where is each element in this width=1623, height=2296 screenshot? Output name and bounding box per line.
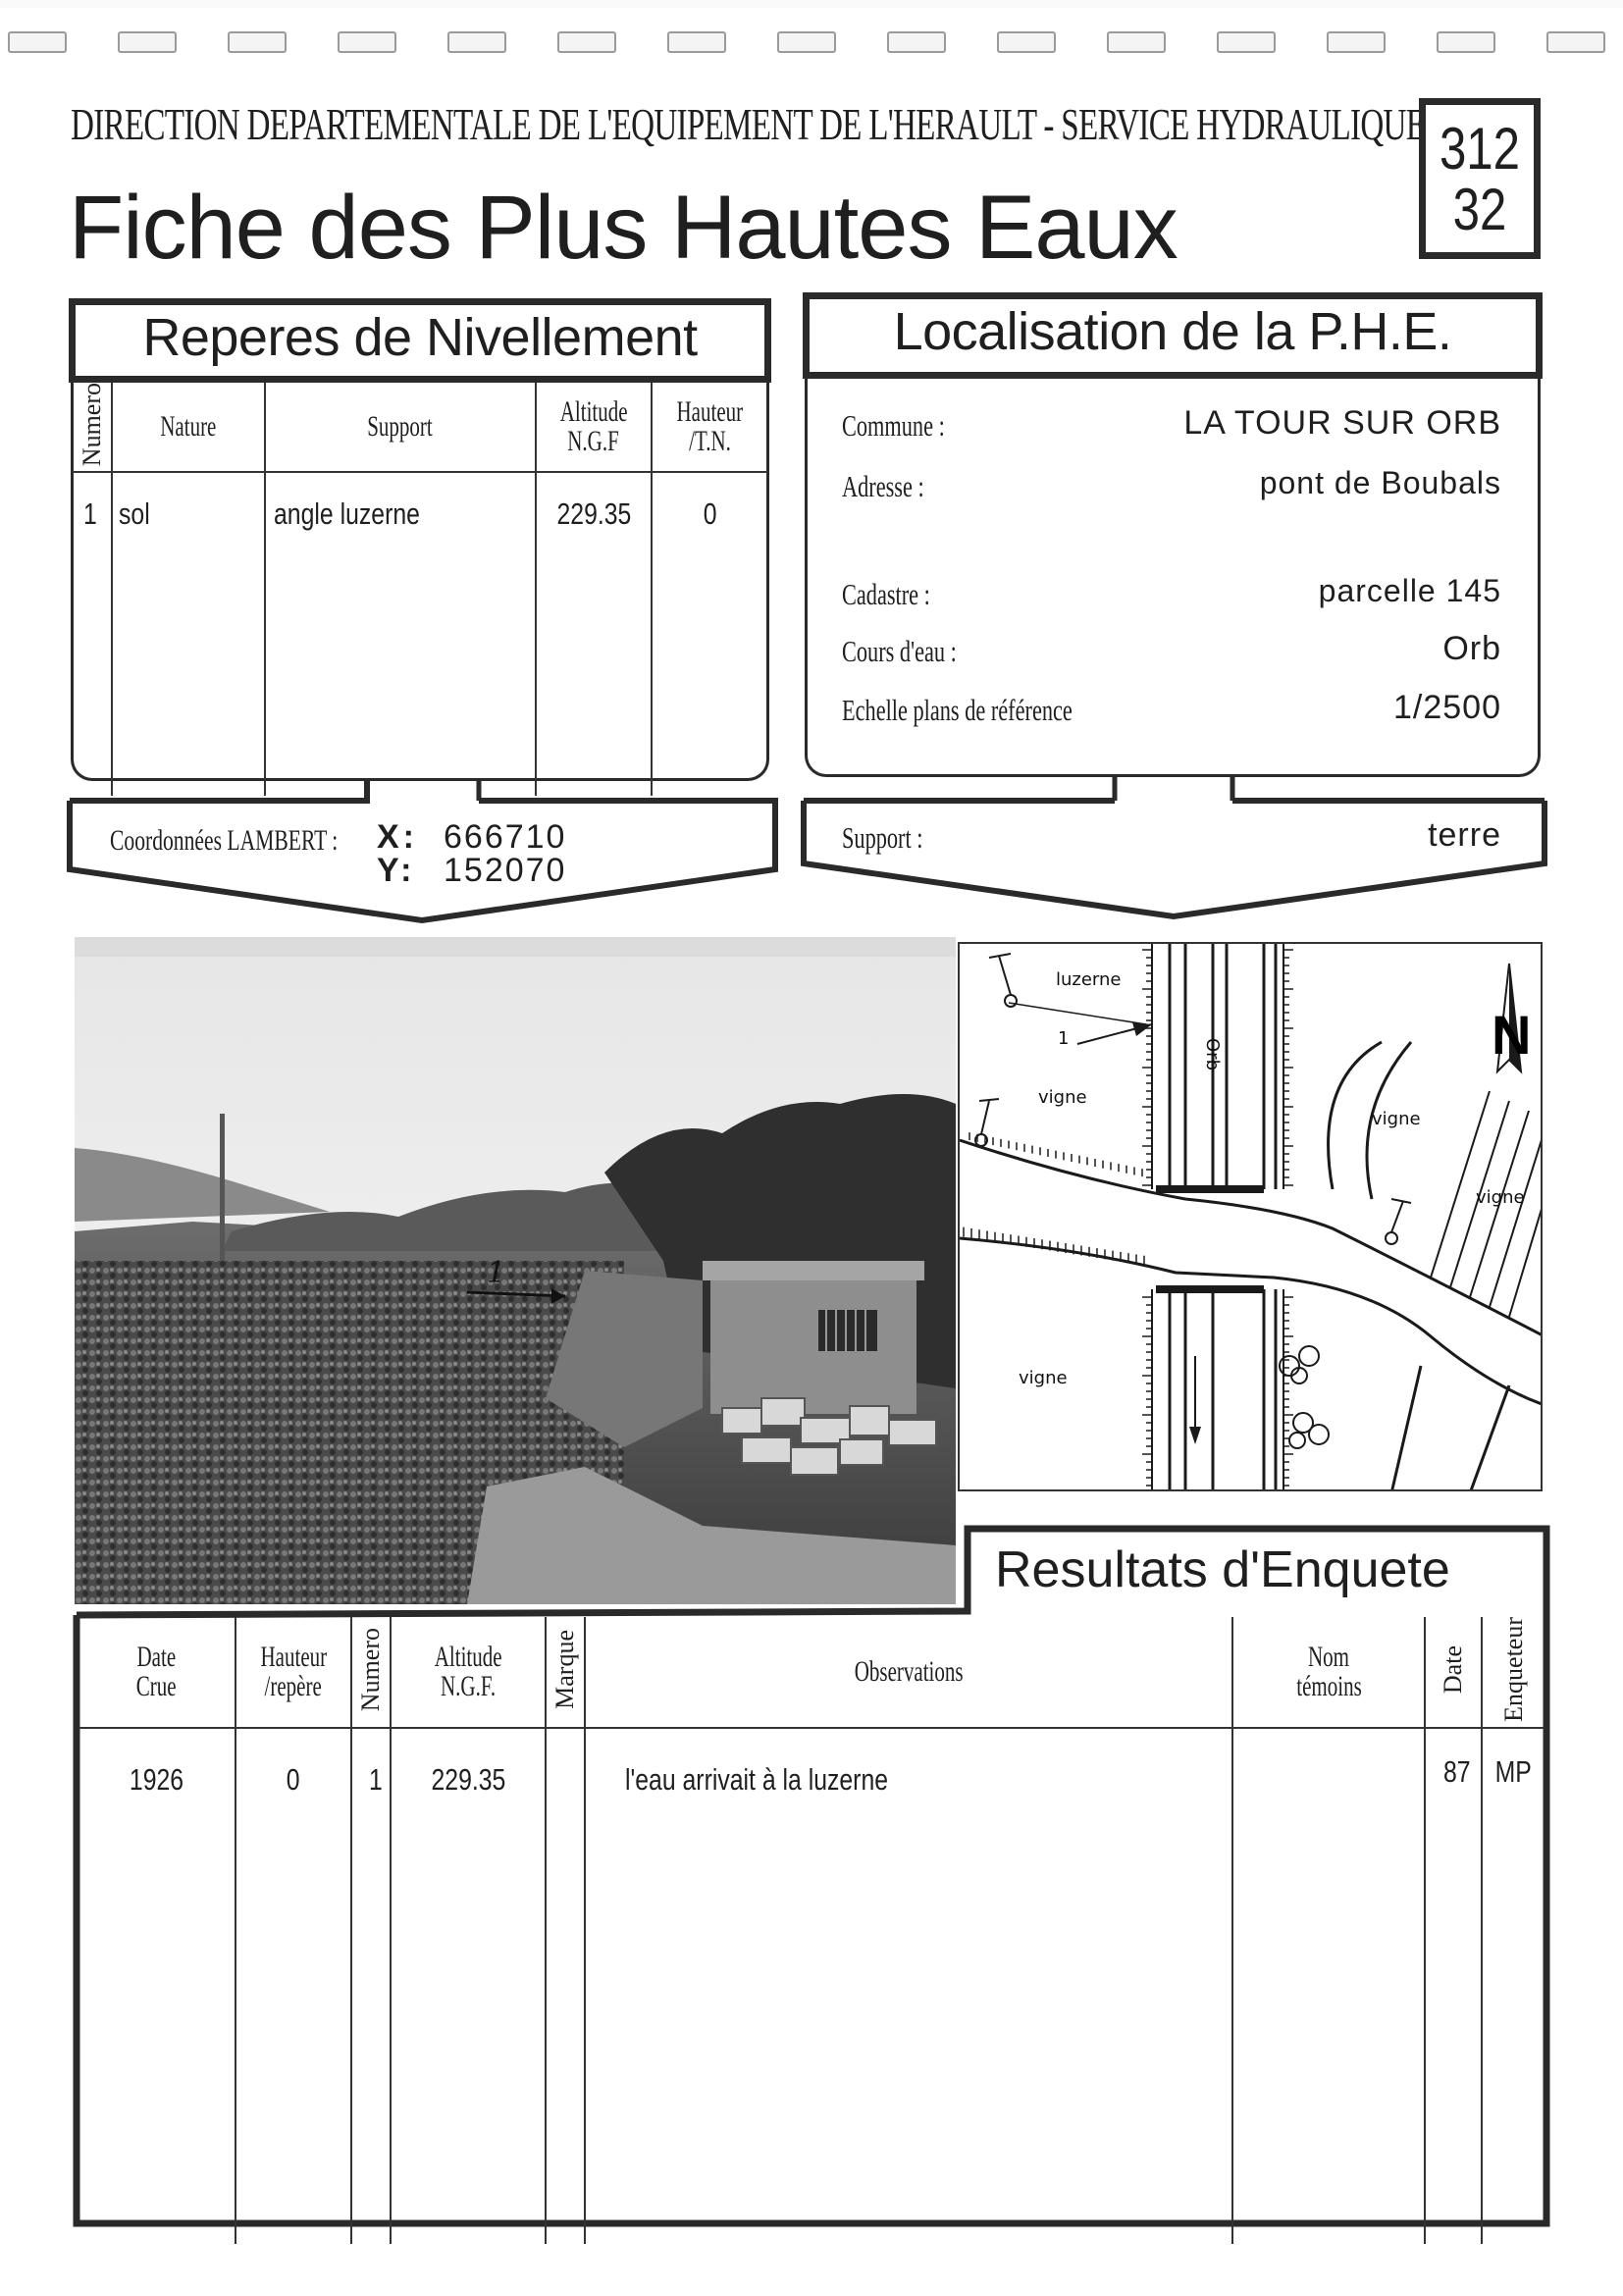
cours-eau-row — [842, 630, 1501, 677]
col-numero: Numero — [73, 383, 112, 472]
organization-header: DIRECTION DEPARTEMENTALE DE L'EQUIPEMENT DE L'HERAULT - SERVICE HYDRAULIQUE — [71, 99, 1426, 149]
col-hauteur-repere: Hauteur /repère — [236, 1617, 351, 1728]
col-observations: Observations — [585, 1617, 1232, 1728]
echelle-row — [842, 689, 1501, 736]
repere-hauteur: 0 — [703, 496, 717, 532]
result-altitude: 229.35 — [431, 1761, 505, 1797]
repere-altitude: 229.35 — [556, 496, 631, 532]
col-hauteur: Hauteur /T.N. — [652, 383, 767, 472]
plan-label-vigne-1: vigne — [1038, 1087, 1087, 1108]
cadastre-label: Cadastre : — [842, 577, 930, 611]
col-support: Support — [265, 383, 536, 472]
col-date-crue: Date Crue — [79, 1617, 236, 1728]
localisation-title: Localisation de la P.H.E. — [893, 302, 1452, 361]
plan-label-vigne-3: vigne — [1476, 1187, 1525, 1208]
code-top: 312 — [1439, 116, 1521, 182]
repere-support: angle luzerne — [274, 496, 420, 532]
echelle-value: 1/2500 — [1393, 689, 1501, 726]
plan-river-label: Orb — [1202, 1038, 1223, 1070]
reperes-title-box — [69, 298, 771, 383]
lambert-x-value: 666710 — [444, 818, 567, 856]
localisation-title-box — [803, 292, 1543, 379]
adresse-label: Adresse : — [842, 469, 924, 503]
lambert-y-value: 152070 — [444, 852, 567, 889]
col-altitude: Altitude N.G.F — [536, 383, 652, 472]
pump-building — [703, 1261, 924, 1414]
site-plan — [958, 942, 1543, 1491]
sheet-code-box — [1419, 98, 1541, 259]
table-row — [73, 472, 767, 796]
commune-value: LA TOUR SUR ORB — [1183, 404, 1501, 442]
support-value: terre — [1428, 816, 1501, 854]
plan-repere-number: 1 — [1058, 1028, 1070, 1049]
north-arrow-label: N — [1492, 1004, 1532, 1066]
support-row — [842, 816, 1501, 863]
resultats-table — [79, 1617, 1544, 2244]
col-marque: Marque — [546, 1617, 585, 1728]
commune-row — [842, 404, 1501, 451]
repere-numero: 1 — [82, 496, 97, 532]
col-numero: Numero — [351, 1617, 391, 1728]
cours-eau-value: Orb — [1442, 630, 1501, 667]
photo-marker: 1 — [487, 1256, 506, 1290]
col-altitude: Altitude N.G.F. — [391, 1617, 546, 1728]
table-row — [79, 1728, 1544, 2244]
echelle-label: Echelle plans de référence — [842, 693, 1073, 727]
result-date-crue: 1926 — [129, 1761, 184, 1797]
code-bottom: 32 — [1452, 177, 1507, 242]
result-hauteur: 0 — [287, 1761, 300, 1797]
site-photo — [75, 937, 956, 1604]
col-date: Date — [1425, 1617, 1482, 1728]
page-title: Fiche des Plus Hautes Eaux — [69, 178, 1178, 278]
col-enqueteur: Enqueteur — [1482, 1617, 1544, 1728]
reperes-title: Reperes de Nivellement — [142, 308, 698, 367]
commune-label: Commune : — [842, 408, 945, 443]
adresse-value: pont de Boubals — [1259, 465, 1501, 500]
result-observations: l'eau arrivait à la luzerne — [625, 1761, 889, 1797]
plan-label-vigne-4: vigne — [1019, 1368, 1068, 1388]
result-enqueteur: MP — [1494, 1753, 1533, 1789]
cadastre-row — [842, 573, 1501, 620]
adresse-row — [842, 465, 1501, 512]
lambert-y-label: Y: — [377, 852, 416, 889]
col-nom-temoins: Nom témoins — [1232, 1617, 1425, 1728]
reperes-table — [73, 383, 767, 796]
sheet-edge — [0, 0, 1623, 8]
support-label: Support : — [842, 820, 923, 855]
lambert-label: Coordonnées LAMBERT : — [110, 824, 339, 857]
repere-nature: sol — [119, 496, 150, 532]
lambert-x-label: X: — [377, 818, 418, 856]
result-date: 87 — [1442, 1753, 1471, 1789]
col-nature: Nature — [112, 383, 265, 472]
result-numero: 1 — [368, 1761, 383, 1797]
cours-eau-label: Cours d'eau : — [842, 634, 957, 668]
cadastre-value: parcelle 145 — [1318, 573, 1501, 608]
plan-label-vigne-2: vigne — [1372, 1109, 1421, 1129]
plan-label-luzerne: luzerne — [1056, 969, 1122, 990]
resultats-title: Resultats d'Enquete — [995, 1541, 1450, 1598]
